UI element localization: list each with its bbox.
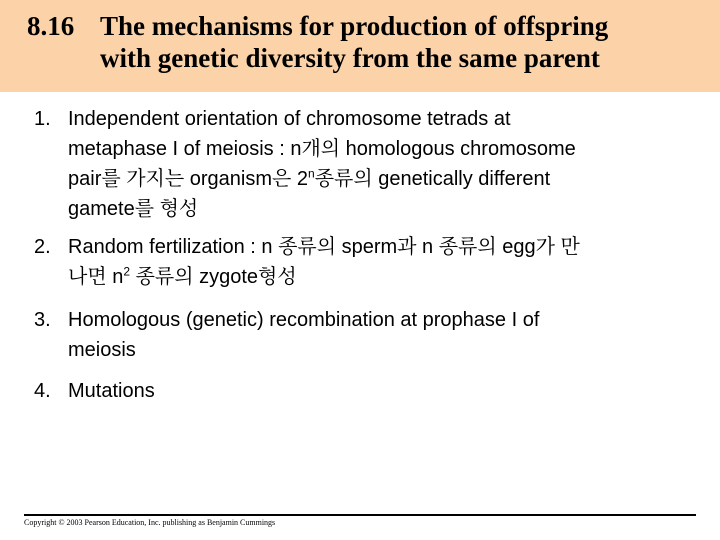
slide-title-line-1: The mechanisms for production of offspring — [100, 11, 609, 41]
list-item-3 — [34, 305, 704, 365]
slide-title-line-2: with genetic diversity from the same parent — [100, 43, 600, 73]
list-item-line: Mutations — [68, 380, 155, 402]
list-item-line — [68, 262, 704, 292]
text-fragment: pair를 가지는 organism은 2 — [68, 168, 308, 190]
list-number: 1. — [34, 108, 51, 130]
list-item-line: meiosis — [68, 339, 136, 361]
superscript: 2 — [123, 264, 131, 279]
list-item-2 — [34, 232, 704, 292]
list-number: 4. — [34, 380, 51, 402]
list-number: 3. — [34, 309, 51, 331]
section-number: 8.16 — [27, 11, 75, 41]
list-item-line — [68, 164, 704, 194]
list-item-4 — [34, 376, 704, 406]
list-item-line: Independent orientation of chromosome tetrads at — [68, 108, 511, 130]
text-fragment: 종류의 genetically different — [314, 168, 551, 190]
superscript: n — [308, 166, 315, 181]
text-fragment: 종류의 zygote형성 — [130, 266, 297, 288]
list-item-line: metaphase I of meiosis : n개의 homologous chromosome — [68, 138, 576, 160]
list-item-line: gamete를 형성 — [68, 198, 199, 220]
list-item-1 — [34, 104, 704, 224]
list-number: 2. — [34, 236, 51, 258]
list-item-line: Random fertilization : n 종류의 sperm과 n 종류의 egg가 만 — [68, 236, 580, 258]
footer-divider — [24, 514, 696, 516]
list-item-line: Homologous (genetic) recombination at prophase I of — [68, 309, 540, 331]
copyright-notice: Copyright © 2003 Pearson Education, Inc. publishing as Benjamin Cummings — [24, 518, 276, 527]
text-fragment: 나면 n — [68, 266, 124, 288]
